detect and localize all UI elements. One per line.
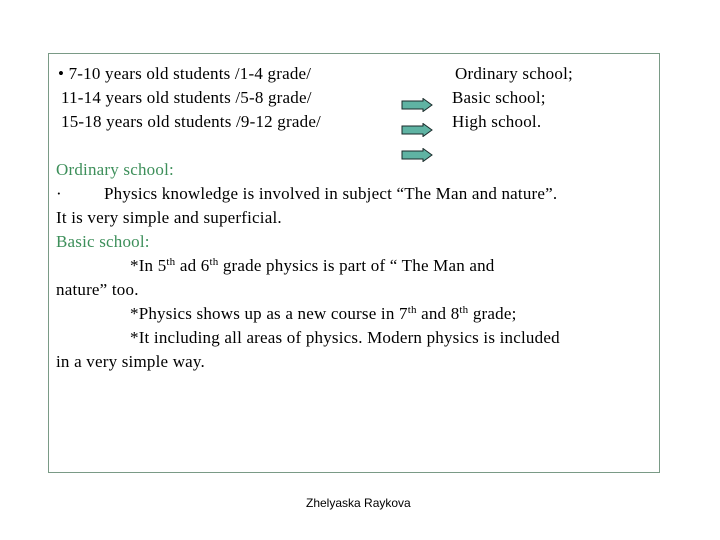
age-line-1: • 7-10 years old students /1-4 grade/ xyxy=(58,64,312,83)
school-high: High school. xyxy=(452,112,542,131)
right-arrow-icon xyxy=(401,123,433,137)
basic-point-1-cont: nature” too. xyxy=(56,280,139,299)
basic-point-2: *Physics shows up as a new course in 7th and 8th grade; xyxy=(130,304,517,323)
basic-point-1: *In 5th ad 6th grade physics is part of “ The Man and xyxy=(130,256,495,275)
ordinary-line-2: It is very simple and superficial. xyxy=(56,208,282,227)
age-line-2: 11-14 years old students /5-8 grade/ xyxy=(61,88,312,107)
basic-point-3-cont: in a very simple way. xyxy=(56,352,205,371)
ordinary-heading: Ordinary school: xyxy=(56,160,174,179)
basic-point-3: *It including all areas of physics. Modern physics is included xyxy=(130,328,560,347)
bullet-icon: · xyxy=(56,184,62,203)
right-arrow-icon xyxy=(401,98,433,112)
author-footer: Zhelyaska Raykova xyxy=(306,496,411,510)
age-line-3: 15-18 years old students /9-12 grade/ xyxy=(61,112,321,131)
school-ordinary: Ordinary school; xyxy=(455,64,573,83)
school-basic: Basic school; xyxy=(452,88,546,107)
basic-heading: Basic school: xyxy=(56,232,150,251)
ordinary-line-1: Physics knowledge is involved in subject “The Man and nature”. xyxy=(104,184,558,203)
right-arrow-icon xyxy=(401,148,433,162)
